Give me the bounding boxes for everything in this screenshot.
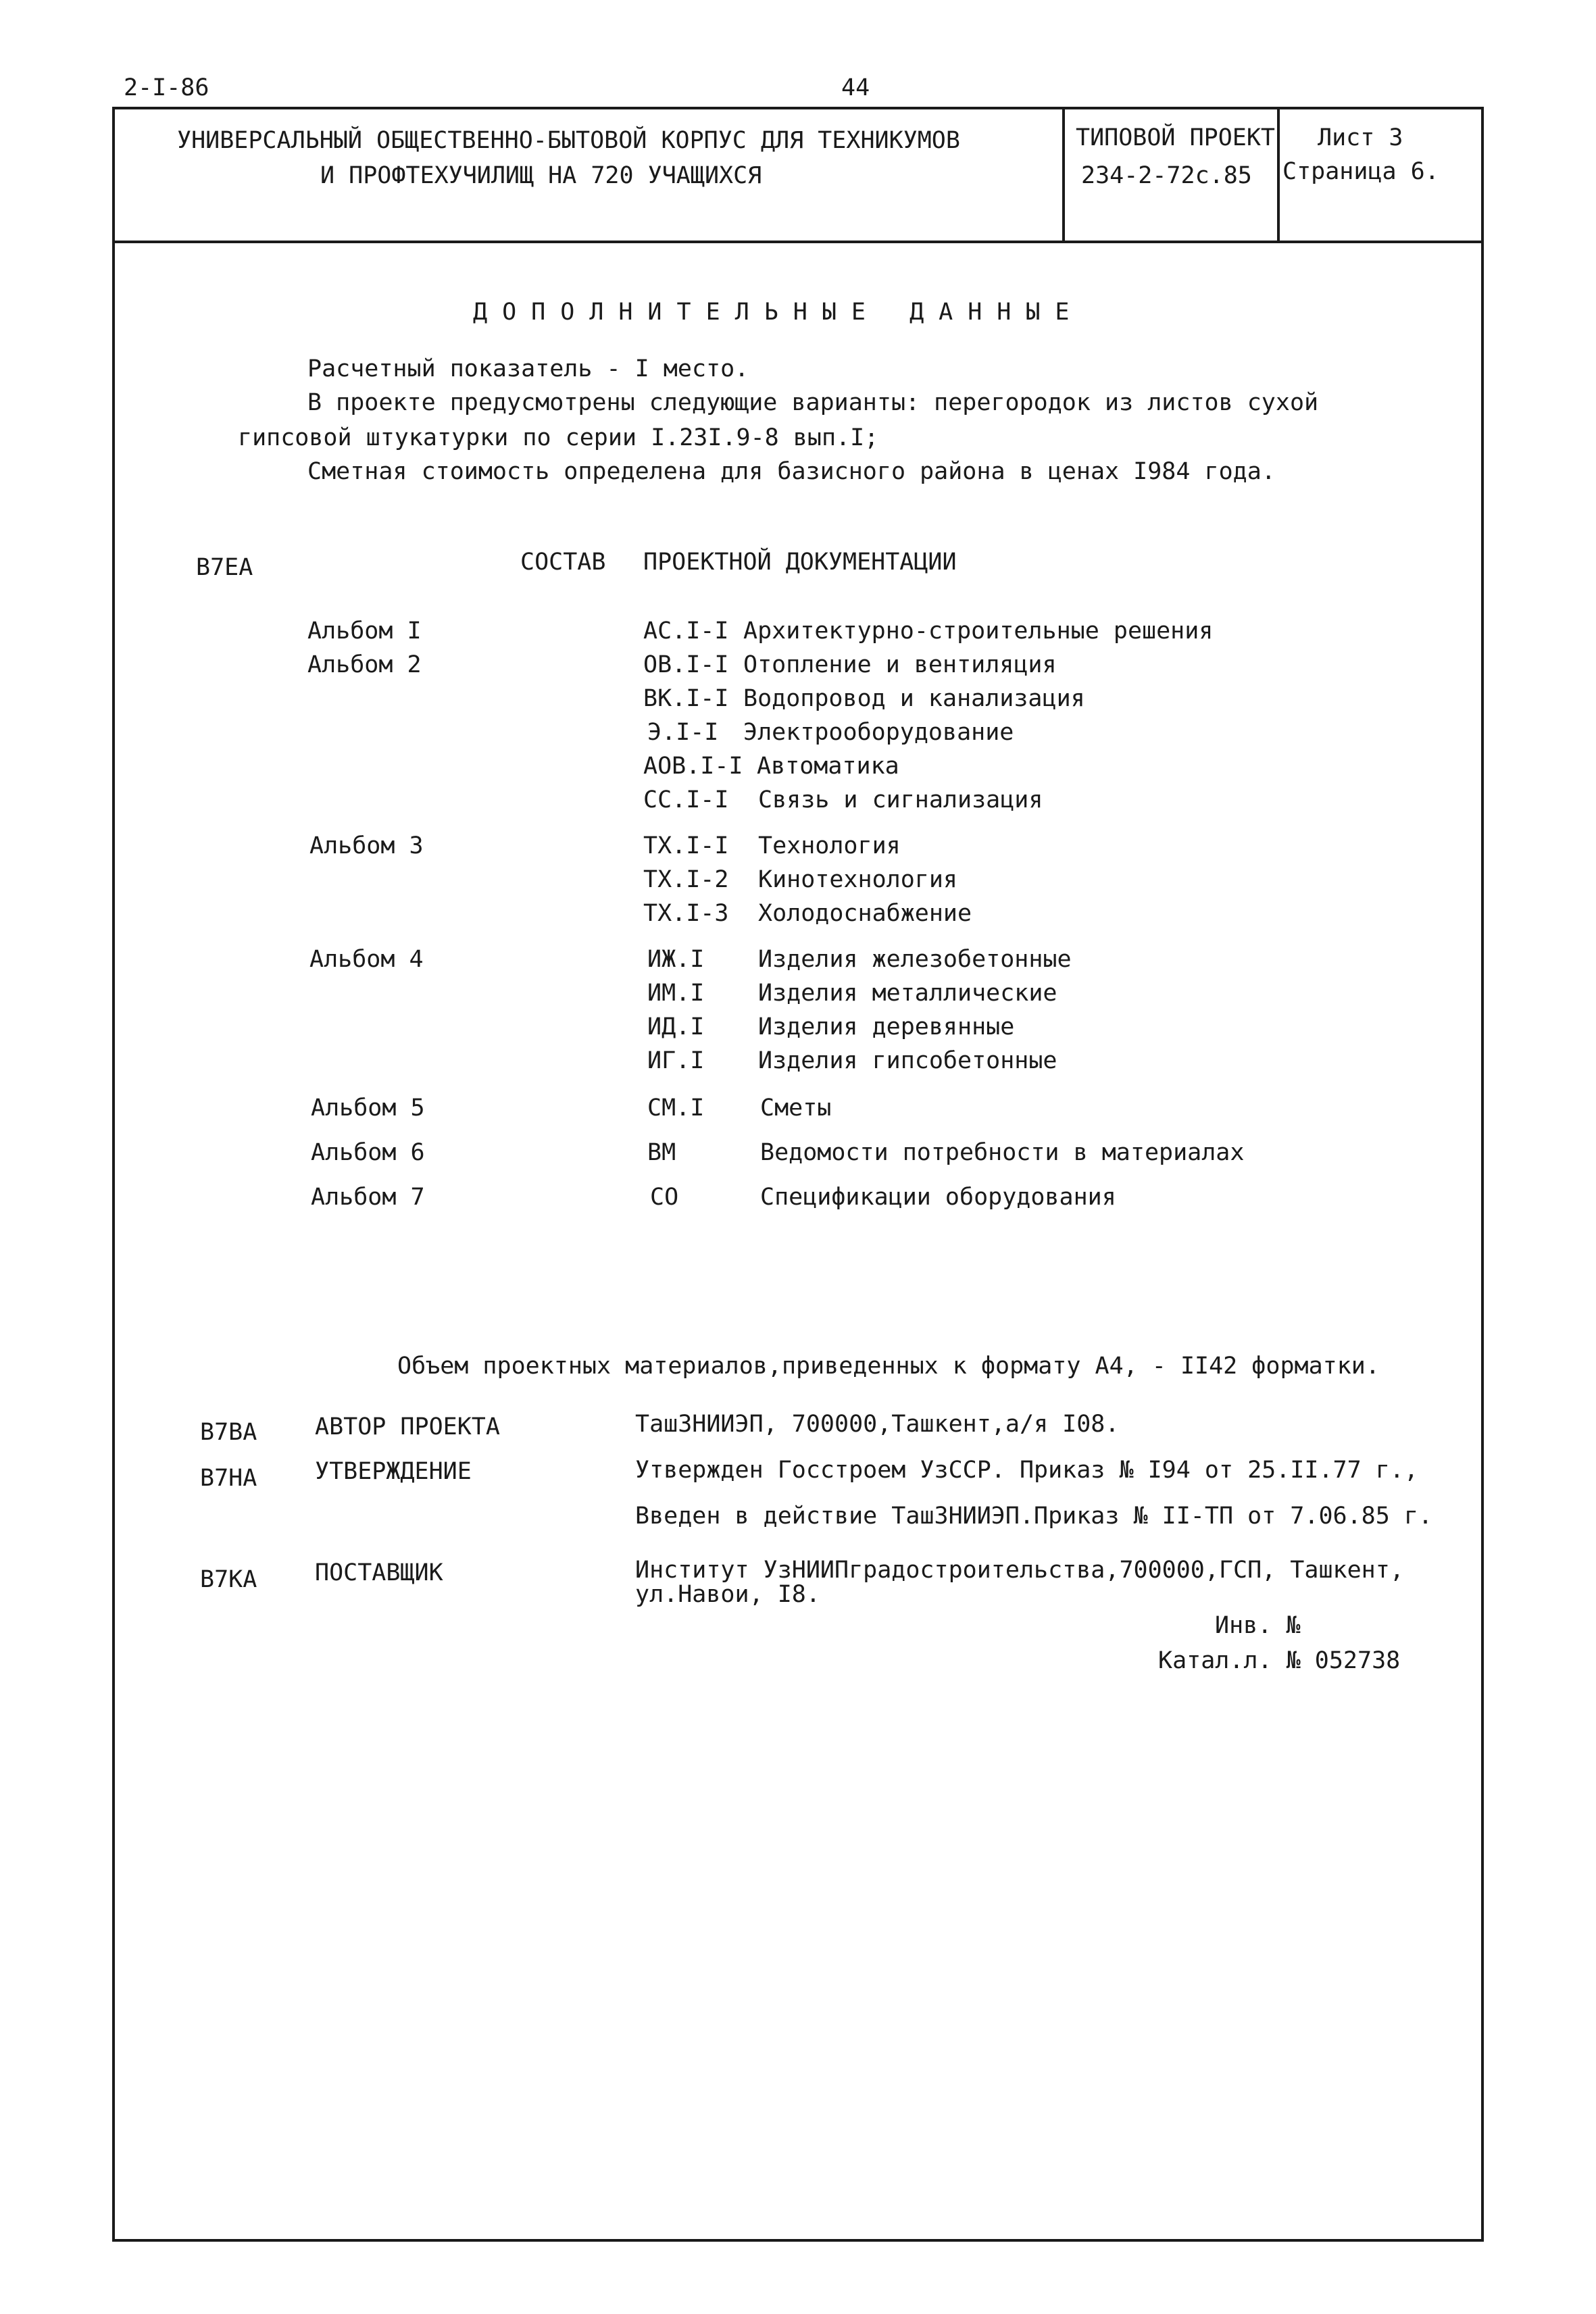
project-title-line-1: УНИВЕРСАЛЬНЫЙ ОБЩЕСТВЕННО-БЫТОВОЙ КОРПУС ДЛЯ ТЕХНИКУМОВ — [177, 127, 960, 154]
doc-title: Электрооборудование — [743, 719, 1014, 746]
doc-title: Изделия металлические — [758, 980, 1057, 1007]
approval-line-1: Утвержден Госстроем УзССР. Приказ № I94 от 25.II.77 г., — [635, 1457, 1418, 1484]
additional-data-heading: ДОПОЛНИТЕЛЬНЫЕ ДАННЫЕ — [473, 299, 1084, 326]
doc-title: Ведомости потребности в материалах — [760, 1139, 1245, 1166]
doc-title: Автоматика — [757, 753, 899, 780]
doc-code: СО — [650, 1184, 679, 1211]
page-reference: Страница 6. — [1282, 158, 1439, 185]
doc-title: Водопровод и канализация — [743, 685, 1085, 712]
doc-code: ВМ — [647, 1139, 676, 1166]
title-block-divider-1 — [1062, 107, 1065, 242]
inventory-number: Инв. № — [1215, 1612, 1301, 1639]
album-label: Альбом I — [307, 618, 422, 645]
doc-code: СС.I-I — [643, 786, 729, 813]
doc-title: Архитектурно-строительные решения — [743, 618, 1214, 645]
doc-code: ТХ.I-I — [643, 832, 729, 859]
additional-line-2: В проекте предусмотрены следующие варианты: перегородок из листов сухой — [307, 389, 1319, 416]
doc-code: АС.I-I — [643, 618, 729, 645]
author-value: ТашЗНИИЭП, 700000,Ташкент,а/я I08. — [635, 1411, 1120, 1438]
doc-code: ИД.I — [647, 1013, 705, 1040]
supplier-label: ПОСТАВЩИК — [315, 1559, 443, 1586]
approval-label: УТВЕРЖДЕНИЕ — [315, 1458, 472, 1485]
project-title-line-2: И ПРОФТЕХУЧИЛИЩ НА 720 УЧАЩИХСЯ — [320, 162, 762, 189]
composition-heading-right: ПРОЕКТНОЙ ДОКУМЕНТАЦИИ — [643, 549, 957, 576]
doc-title: Холодоснабжение — [758, 900, 972, 927]
supplier-code: В7КА — [200, 1566, 257, 1593]
doc-title: Спецификации оборудования — [760, 1184, 1116, 1211]
volume-statement: Объем проектных материалов,приведенных к формату А4, - II42 форматки. — [397, 1353, 1380, 1380]
project-number: 234-2-72с.85 — [1081, 162, 1252, 189]
doc-code: ИМ.I — [647, 980, 705, 1007]
page-number: 44 — [841, 74, 870, 101]
doc-code: ИГ.I — [647, 1047, 705, 1074]
title-block-divider-2 — [1277, 107, 1280, 242]
doc-code: ТХ.I-2 — [643, 866, 729, 893]
supplier-line-1: Институт УзНИИПградостроительства,700000,ГСП, Ташкент, — [635, 1557, 1404, 1584]
composition-heading-left: СОСТАВ — [520, 549, 606, 576]
doc-code: ОВ.I-I — [643, 651, 729, 678]
document-code: 2-I-86 — [124, 74, 209, 101]
doc-title: Изделия железобетонные — [758, 946, 1072, 973]
doc-code: ИЖ.I — [647, 946, 705, 973]
doc-title: Кинотехнология — [758, 866, 958, 893]
doc-title: Сметы — [760, 1095, 832, 1122]
author-label: АВТОР ПРОЕКТА — [315, 1413, 500, 1440]
approval-line-2: Введен в действие ТашЗНИИЭП.Приказ № II-ТП от 7.06.85 г. — [635, 1503, 1433, 1530]
typical-project-label: ТИПОВОЙ ПРОЕКТ — [1076, 124, 1276, 151]
doc-title: Связь и сигнализация — [758, 786, 1043, 813]
approval-code: В7НА — [200, 1465, 257, 1492]
catalog-sheet-number: Катал.л. № 052738 — [1158, 1647, 1401, 1674]
additional-line-4: Сметная стоимость определена для базисного района в ценах I984 года. — [307, 458, 1276, 485]
doc-code: АОВ.I-I — [643, 753, 743, 780]
doc-title: Отопление и вентиляция — [743, 651, 1057, 678]
album-label: Альбом 4 — [309, 946, 424, 973]
album-label: Альбом 5 — [311, 1095, 425, 1122]
additional-line-1: Расчетный показатель - I место. — [307, 355, 749, 382]
doc-code: ВК.I-I — [643, 685, 729, 712]
author-code: В7ВА — [200, 1419, 257, 1446]
doc-code: Э.I-I — [647, 719, 719, 746]
doc-code: ТХ.I-3 — [643, 900, 729, 927]
album-label: Альбом 3 — [309, 832, 424, 859]
doc-title: Технология — [758, 832, 901, 859]
doc-title: Изделия деревянные — [758, 1013, 1015, 1040]
album-label: Альбом 7 — [311, 1184, 425, 1211]
sheet-number: Лист 3 — [1318, 124, 1403, 151]
album-label: Альбом 2 — [307, 651, 422, 678]
doc-title: Изделия гипсобетонные — [758, 1047, 1057, 1074]
album-label: Альбом 6 — [311, 1139, 425, 1166]
composition-code: В7ЕА — [196, 554, 253, 581]
supplier-line-2: ул.Навои, I8. — [635, 1581, 820, 1608]
additional-line-3: гипсовой штукатурки по серии I.23I.9-8 вып.I; — [238, 424, 879, 451]
doc-code: СМ.I — [647, 1095, 705, 1122]
